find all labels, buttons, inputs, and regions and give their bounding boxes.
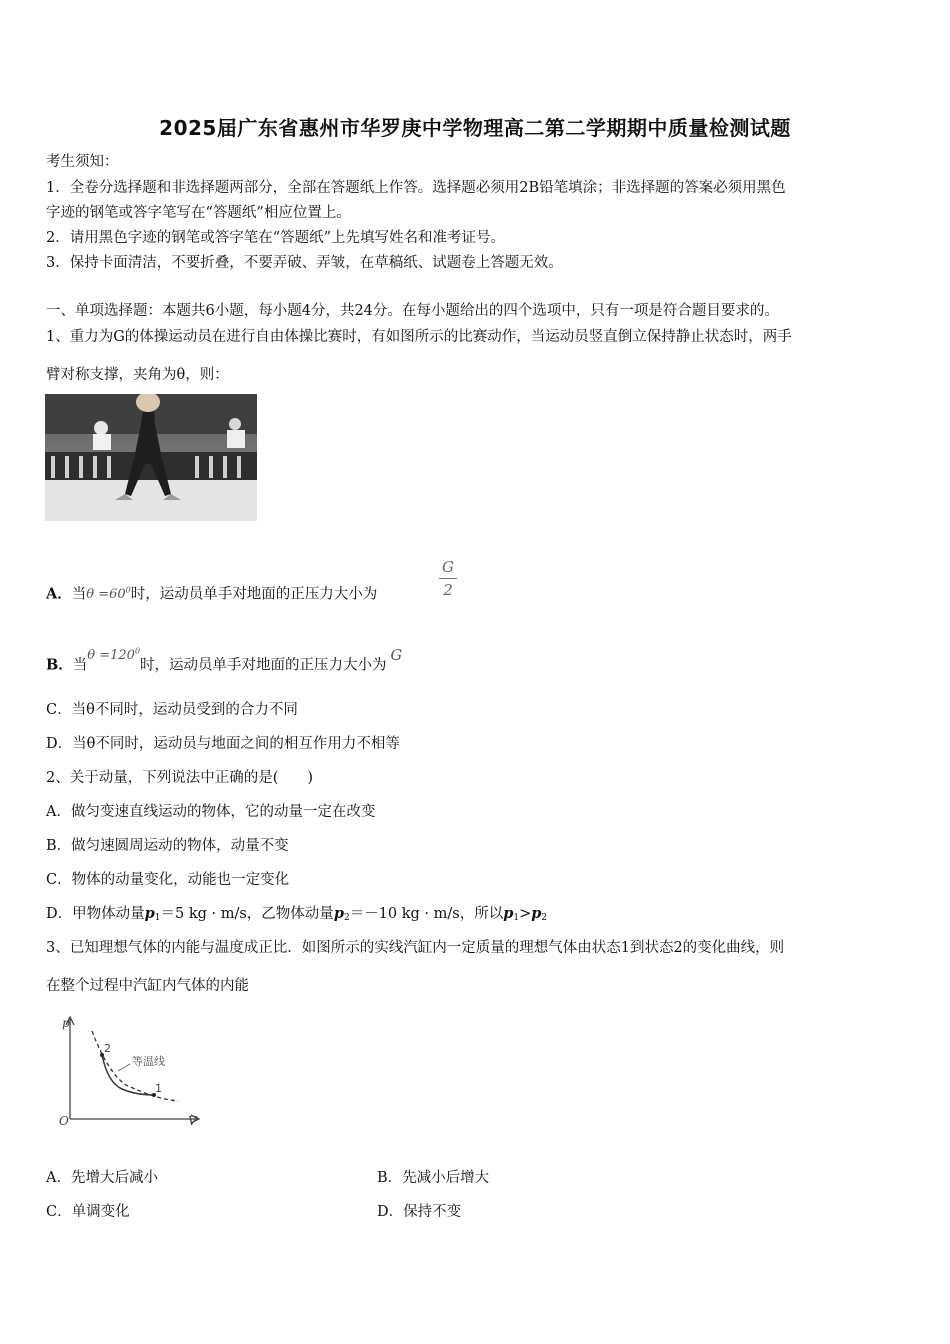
notice-item-1-cont: 字迹的钢笔或答字笔写在“答题纸”相应位置上。 [46,205,351,221]
q3-stem-line1: 3、已知理想气体的内能与温度成正比．如图所示的实线汽缸内一定质量的理想气体由状态1到状态2的变化曲线，则 [46,940,785,956]
q1-option-b-theta [87,648,140,663]
q2-option-a: A．做匀变速直线运动的物体，它的动量一定在改变 [46,804,376,820]
q1-option-a-fraction [439,558,457,599]
q3-option-b: B．先减小后增大 [377,1170,490,1186]
q2-d-gt: > [519,906,532,922]
page-title: 2025届广东省惠州市华罗庚中学物理高二第二学期期中质量检测试题 [159,116,791,140]
notice-item-2: 2．请用黑色字迹的钢笔或答字笔在“答题纸”上先填写姓名和准考证号。 [46,230,506,246]
isotherm-label: 等温线 [132,1055,165,1068]
q2-d-s1: 1 [154,913,161,923]
q1-option-a-label: A． [46,585,72,603]
q1-option-b-label: B． [46,656,73,674]
q1-option-a-pre: 当 [71,586,87,603]
p-axis-label: p [62,1016,70,1030]
q2-d-p2: p [333,905,344,922]
q2-option-b: B．做匀速圆周运动的物体，动量不变 [46,838,289,854]
q3-option-a: A．先增大后减小 [46,1170,158,1186]
q1-option-a-post: 时，运动员单手对地面的正压力大小为 [130,586,378,603]
q2-d-s2: 2 [343,913,350,923]
q1-option-c: C．当θ不同时，运动员受到的合力不同 [46,702,298,718]
q3-option-c: C．单调变化 [46,1204,130,1220]
pv-diagram [56,1013,206,1129]
q1-option-d: D．当θ不同时，运动员与地面之间的相互作用力不相等 [46,736,400,752]
origin-label: O [59,1114,69,1128]
q1-stem-line2: 臂对称支撑，夹角为θ，则： [46,367,229,383]
q2-d-p3: p [503,905,514,922]
q2-d-mid2: ＝－10 kg · m/s，所以 [349,906,504,922]
q1-option-b-sup: 0 [134,647,141,656]
q1-option-a-sup: 0 [125,586,131,595]
notice-item-1: 1．全卷分选择题和非选择题两部分，全部在答题纸上作答。选择题必须用2B铅笔填涂；非选择题的答案必须用黑色 [46,180,786,196]
section-heading: 一、单项选择题：本题共6小题，每小题4分，共24分。在每小题给出的四个选项中，只有一项是符合题目要求的。 [46,303,779,319]
gymnast-photo-graphic [45,394,257,521]
q1-option-a [46,581,377,605]
gymnast-photo [45,394,257,521]
state-1-label: 1 [155,1082,162,1095]
state-2-label: 2 [104,1042,111,1055]
notice-heading: 考生须知： [46,154,119,170]
fraction-bar [439,578,457,579]
q1-option-b-post: 时，运动员单手对地面的正压力大小为 [140,657,387,674]
q1-option-a-denominator: 2 [443,581,453,599]
q1-option-a-numerator: G [442,558,454,576]
isotherm-pointer [118,1064,130,1071]
q1-option-b-pre: 当 [72,657,88,674]
q2-d-p1: p [144,905,155,922]
q2-d-s3: 1 [513,913,520,923]
q3-stem-line2: 在整个过程中汽缸内气体的内能 [46,978,249,994]
q3-option-d: D．保持不变 [377,1204,462,1220]
q1-stem-line1: 1、重力为G的体操运动员在进行自由体操比赛时，有如图所示的比赛动作，当运动员竖直倒立保持静止状态时，两手 [46,329,792,345]
q2-d-s4: 2 [541,913,548,923]
q1-option-a-theta [86,587,131,602]
q2-d-p4: p [531,905,542,922]
q1-option-b-value: G [390,648,403,665]
v-axis-label: V [188,1114,197,1128]
notice-item-3: 3．保持卡面清洁，不要折叠，不要弄破、弄皱，在草稿纸、试题卷上答题无效。 [46,255,563,271]
q1-option-b-math: θ =120 [87,648,135,664]
q2-stem: 2、关于动量，下列说法中正确的是( ) [46,770,314,786]
q2-option-c: C．物体的动量变化，动能也一定变化 [46,872,290,888]
q1-option-b [46,647,403,676]
q2-option-d [46,904,547,928]
q1-option-a-math: θ =60 [86,587,126,603]
q2-d-pre: D．甲物体动量 [46,906,145,922]
q2-d-mid1: ＝5 kg · m/s，乙物体动量 [160,906,334,922]
